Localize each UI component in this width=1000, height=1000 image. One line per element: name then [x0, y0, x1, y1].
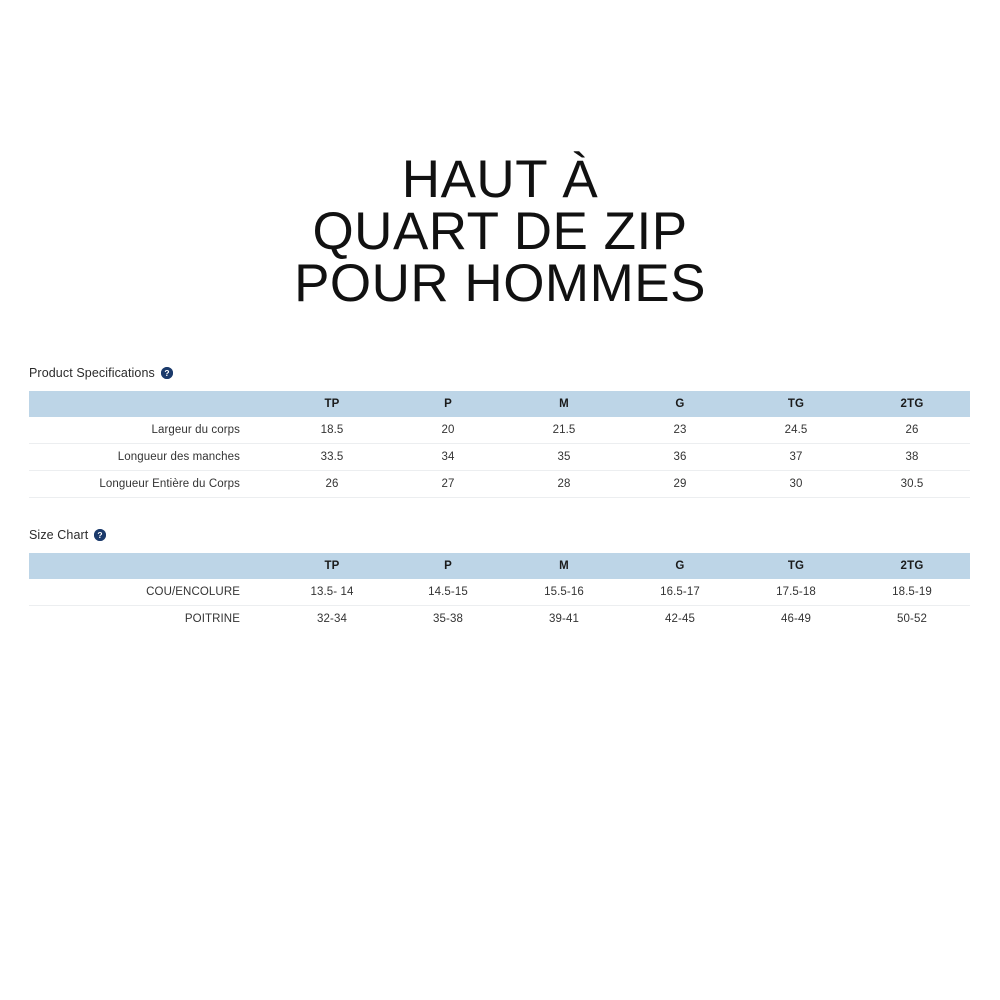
table-row [29, 444, 970, 471]
table-row [29, 417, 970, 444]
column-header-m: M [506, 553, 622, 579]
cell-2tg: 18.5-19 [854, 579, 970, 606]
page-title-line-3: POUR HOMMES [294, 254, 706, 313]
page-title-line-2: QUART DE ZIP [312, 202, 688, 261]
row-label: Longueur Entière du Corps [29, 471, 274, 498]
product-specifications-header [29, 365, 970, 381]
column-header-blank [29, 391, 274, 417]
column-header-blank [29, 553, 274, 579]
table-header-row [29, 391, 970, 417]
cell-tp: 32-34 [317, 613, 347, 625]
cell-tp: 13.5- 14 [274, 579, 390, 606]
size-chart-header [29, 527, 970, 543]
row-label: Longueur des manches [29, 444, 274, 471]
cell-g: 36 [622, 444, 738, 471]
cell-tg: 30 [738, 471, 854, 498]
size-chart-section [29, 527, 970, 632]
help-circle-icon[interactable] [161, 367, 173, 379]
page-title [0, 150, 1000, 313]
cell-tg: 37 [738, 444, 854, 471]
svg-text:?: ? [97, 530, 103, 540]
cell-g: 16.5-17 [622, 579, 738, 606]
cell-g: 23 [622, 417, 738, 444]
cell-m: 28 [506, 471, 622, 498]
help-circle-icon[interactable] [94, 529, 106, 541]
size-chart-table [29, 553, 970, 632]
column-header-g: G [622, 553, 738, 579]
cell-2tg: 38 [854, 444, 970, 471]
product-specifications-label: Product Specifications [29, 366, 155, 380]
product-specifications-section [29, 365, 970, 498]
cell-g: 29 [622, 471, 738, 498]
table-row [29, 471, 970, 498]
cell-tp: 33.5 [274, 444, 390, 471]
column-header-tg: TG [738, 391, 854, 417]
column-header-m: M [506, 391, 622, 417]
cell-m: 39-41 [549, 613, 579, 625]
cell-2tg: 50-52 [897, 613, 927, 625]
table-header-row [29, 553, 970, 579]
cell-tg: 46-49 [781, 613, 811, 625]
cell-p: 27 [390, 471, 506, 498]
cell-tg: 24.5 [738, 417, 854, 444]
cell-2tg: 26 [854, 417, 970, 444]
column-header-tp: TP [274, 391, 390, 417]
cell-tp: 26 [274, 471, 390, 498]
cell-m: 21.5 [506, 417, 622, 444]
cell-tp: 18.5 [274, 417, 390, 444]
svg-text:?: ? [164, 368, 170, 378]
column-header-tg: TG [738, 553, 854, 579]
column-header-tp: TP [274, 553, 390, 579]
cell-m: 35 [506, 444, 622, 471]
row-label: POITRINE [184, 613, 240, 625]
column-header-2tg: 2TG [854, 553, 970, 579]
cell-p: 34 [390, 444, 506, 471]
size-chart-label: Size Chart [29, 528, 89, 542]
product-specifications-table [29, 391, 970, 498]
column-header-g: G [622, 391, 738, 417]
cell-g: 42-45 [665, 613, 695, 625]
row-label: COU/ENCOLURE [29, 579, 274, 606]
table-row [29, 606, 970, 633]
table-row [29, 579, 970, 606]
cell-tg: 17.5-18 [738, 579, 854, 606]
cell-p: 35-38 [433, 613, 463, 625]
page-title-line-1: HAUT À [401, 150, 599, 209]
row-label: Largeur du corps [29, 417, 274, 444]
column-header-p: P [390, 553, 506, 579]
column-header-2tg: 2TG [854, 391, 970, 417]
cell-p: 20 [390, 417, 506, 444]
column-header-p: P [390, 391, 506, 417]
cell-2tg: 30.5 [854, 471, 970, 498]
cell-p: 14.5-15 [390, 579, 506, 606]
cell-m: 15.5-16 [506, 579, 622, 606]
